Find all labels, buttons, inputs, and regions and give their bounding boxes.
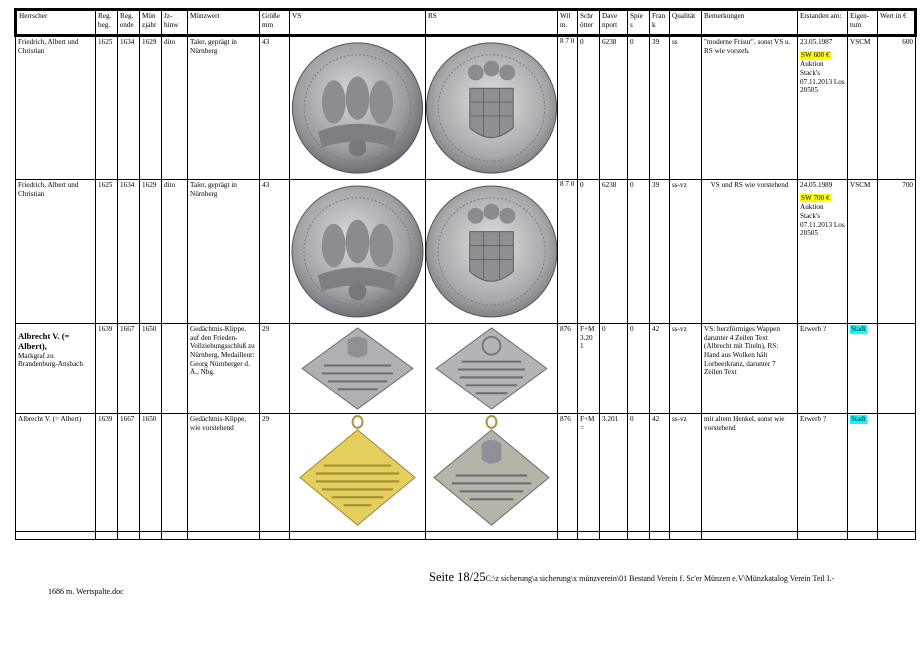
jz-hinw-cell [162, 414, 188, 532]
schroetter-cell: 0 [578, 36, 600, 180]
table-row [16, 414, 916, 532]
header-row [16, 10, 916, 36]
davenport-cell: 6238 [600, 180, 628, 324]
wert-cell: 700 [878, 180, 916, 324]
header-davenport: Dave nport [600, 10, 628, 36]
header-eigentum: Eigen-tum [848, 10, 878, 36]
file-path: C:\z sicherung\a sicherung\x münzverein\01 Bestand Verein f. Sc'er Münzen e.V\Münzkatalog Verein Teil I.- [485, 574, 835, 583]
herrscher-cell [16, 324, 96, 414]
qualitaet-cell: ss [670, 36, 702, 180]
empty-cell [290, 532, 426, 540]
eigentum-cell: VSCM [848, 180, 878, 324]
empty-cell [260, 532, 290, 540]
reg-beg-cell: 1639 [96, 414, 118, 532]
empty-cell [426, 532, 558, 540]
eigentum-badge: Stadt [851, 325, 866, 333]
reg-ende-cell: 1634 [118, 180, 140, 324]
erstanden-cell [798, 36, 848, 180]
muenzjahr-cell: 1650 [140, 414, 162, 532]
empty-cell [162, 532, 188, 540]
spies-cell: 0 [628, 36, 650, 180]
groesse-cell: 43 [260, 36, 290, 180]
header-wert: Wert in € [878, 10, 916, 36]
header-qualitaet: Qualität [670, 10, 702, 36]
rs-image-cell [426, 180, 558, 324]
taler-reverse-image [426, 180, 557, 323]
herrscher-title: Markgraf zu Brandenburg-Ansbach [18, 351, 83, 369]
header-schroetter: Schr ötter [578, 10, 600, 36]
auktion-note: Auktion Stack's 07.11.2013 Los 20505 [800, 203, 845, 238]
table-row [16, 36, 916, 180]
gold-klippe-obverse-image [290, 414, 425, 531]
empty-cell [670, 532, 702, 540]
vs-image-cell [290, 414, 426, 532]
wert-cell [878, 414, 916, 532]
erstanden-date: 24.05.1989 [800, 181, 833, 189]
header-reg-beg: Reg. beg. [96, 10, 118, 36]
wilm-cell: 876 [558, 324, 578, 414]
herrscher-name: Albrecht V. (= Albert), [18, 331, 70, 352]
empty-cell [578, 532, 600, 540]
rs-image-cell [426, 36, 558, 180]
jz-hinw-cell [162, 324, 188, 414]
schroetter-cell: F+M 3.20 1 [578, 324, 600, 414]
muenzwert-cell: Taler, geprägt in Nürnberg [188, 36, 260, 180]
header-jz-hinw: Jz-hinw [162, 10, 188, 36]
eigentum-cell: VSCM [848, 36, 878, 180]
empty-cell [600, 532, 628, 540]
groesse-cell: 29 [260, 324, 290, 414]
file-path-continuation: 1686 m. Wertspalte.doc [48, 587, 124, 596]
jz-hinw-cell: dito [162, 180, 188, 324]
wert-cell [878, 324, 916, 414]
frank-cell: 42 [650, 414, 670, 532]
bemerkungen-cell: "moderne Frisur", sonst VS u. RS wie vorsteh. [702, 36, 798, 180]
frank-cell: 39 [650, 180, 670, 324]
rs-image-cell [426, 324, 558, 414]
sw-value-badge: SW 600 € [801, 50, 830, 59]
herrscher-cell: Friedrich, Albert und Christian [16, 36, 96, 180]
erstanden-date: 23.05.1987 [800, 38, 833, 46]
reg-ende-cell: 1667 [118, 324, 140, 414]
herrscher-cell: Albrecht V. (= Albert) [16, 414, 96, 532]
vs-image-cell [290, 180, 426, 324]
herrscher-cell: Friedrich, Albert und Christian [16, 180, 96, 324]
klippe-reverse-image-henkel [426, 414, 557, 531]
vs-image-cell [290, 36, 426, 180]
wilm-cell: 876 [558, 414, 578, 532]
empty-cell [16, 532, 96, 540]
rs-image-cell [426, 414, 558, 532]
header-groesse: Größe mm [260, 10, 290, 36]
empty-cell [628, 532, 650, 540]
empty-row [16, 532, 916, 540]
header-herrscher: Herrscher [16, 10, 96, 36]
davenport-cell: 0 [600, 324, 628, 414]
empty-cell [702, 532, 798, 540]
reg-ende-cell: 1634 [118, 36, 140, 180]
frank-cell: 39 [650, 36, 670, 180]
auktion-note: Auktion Stack's 07.11.2013 Los 20505 [800, 60, 845, 95]
reg-beg-cell: 1625 [96, 180, 118, 324]
wert-cell: 600 [878, 36, 916, 180]
muenzjahr-cell: 1629 [140, 36, 162, 180]
empty-cell [188, 532, 260, 540]
schroetter-cell: 0 [578, 180, 600, 324]
empty-cell [558, 532, 578, 540]
schroetter-cell: F+M = [578, 414, 600, 532]
page-footer [429, 570, 834, 585]
header-wilm: Wil m. [558, 10, 578, 36]
header-reg-ende: Reg. ende [118, 10, 140, 36]
muenzwert-cell: Gedächtnis-Klippe, auf den Frieden-Vollziehungsschluß zu Nürnberg, Medailleur: Georg Nürnberger d. Ä., Nbg. [188, 324, 260, 414]
header-rs: RS [426, 10, 558, 36]
reg-beg-cell: 1639 [96, 324, 118, 414]
davenport-cell: 3.201 [600, 414, 628, 532]
muenzwert-cell: Taler, geprägt in Nürnberg [188, 180, 260, 324]
erstanden-cell: Erwerb ? [798, 324, 848, 414]
header-erstanden: Erstanden am: [798, 10, 848, 36]
qualitaet-cell: ss-vz [670, 180, 702, 324]
davenport-cell: 6238 [600, 36, 628, 180]
header-spies: Spie s [628, 10, 650, 36]
groesse-cell: 43 [260, 180, 290, 324]
groesse-cell: 29 [260, 414, 290, 532]
taler-obverse-image [290, 37, 425, 179]
jz-hinw-cell: dito [162, 36, 188, 180]
spies-cell: 0 [628, 324, 650, 414]
reg-ende-cell: 1667 [118, 414, 140, 532]
vs-image-cell [290, 324, 426, 414]
eigentum-cell [848, 414, 878, 532]
frank-cell: 42 [650, 324, 670, 414]
empty-cell [848, 532, 878, 540]
muenzjahr-cell: 1629 [140, 180, 162, 324]
qualitaet-cell: ss-vz [670, 414, 702, 532]
table-row [16, 180, 916, 324]
muenzjahr-cell: 1650 [140, 324, 162, 414]
eigentum-badge: Stadt [851, 415, 866, 423]
spies-cell: 0 [628, 414, 650, 532]
table-row [16, 324, 916, 414]
bemerkungen-cell: VS: herzförmiges Wappen darunter 4 Zeilen Text (Albrecht mit Titeln), RS: Hand aus Wolken hält Lorbeerkranz, darunter 7 Zeilen Text [702, 324, 798, 414]
header-bemerkungen: Bemerkungen [702, 10, 798, 36]
taler-reverse-image [426, 37, 557, 179]
page-number: Seite 18/25 [429, 570, 486, 584]
coin-catalog-table [14, 8, 917, 540]
erstanden-cell [798, 180, 848, 324]
wilm-cell: 8 7 0 [558, 180, 578, 324]
bemerkungen-cell: VS und RS wie vorstehend [702, 180, 798, 324]
empty-cell [118, 532, 140, 540]
erstanden-cell: Erwerb ? [798, 414, 848, 532]
klippe-reverse-image [426, 324, 557, 413]
empty-cell [140, 532, 162, 540]
spies-cell: 0 [628, 180, 650, 324]
taler-obverse-image [290, 180, 425, 323]
header-muenzjahr: Mün zjahr [140, 10, 162, 36]
qualitaet-cell: ss-vz [670, 324, 702, 414]
bemerkungen-cell: mit altem Henkel, sonst wie vorstehend [702, 414, 798, 532]
muenzwert-cell: Gedächtnis-Klippe, wie vorstehend [188, 414, 260, 532]
header-muenzwert: Münzwert [188, 10, 260, 36]
header-frank: Fran k [650, 10, 670, 36]
eigentum-cell [848, 324, 878, 414]
empty-cell [650, 532, 670, 540]
wilm-cell: 8 7 0 [558, 36, 578, 180]
header-vs: VS [290, 10, 426, 36]
empty-cell [798, 532, 848, 540]
reg-beg-cell: 1625 [96, 36, 118, 180]
empty-cell [96, 532, 118, 540]
sw-value-badge: SW 700 € [801, 193, 830, 202]
klippe-obverse-image [290, 324, 425, 413]
empty-cell [878, 532, 916, 540]
